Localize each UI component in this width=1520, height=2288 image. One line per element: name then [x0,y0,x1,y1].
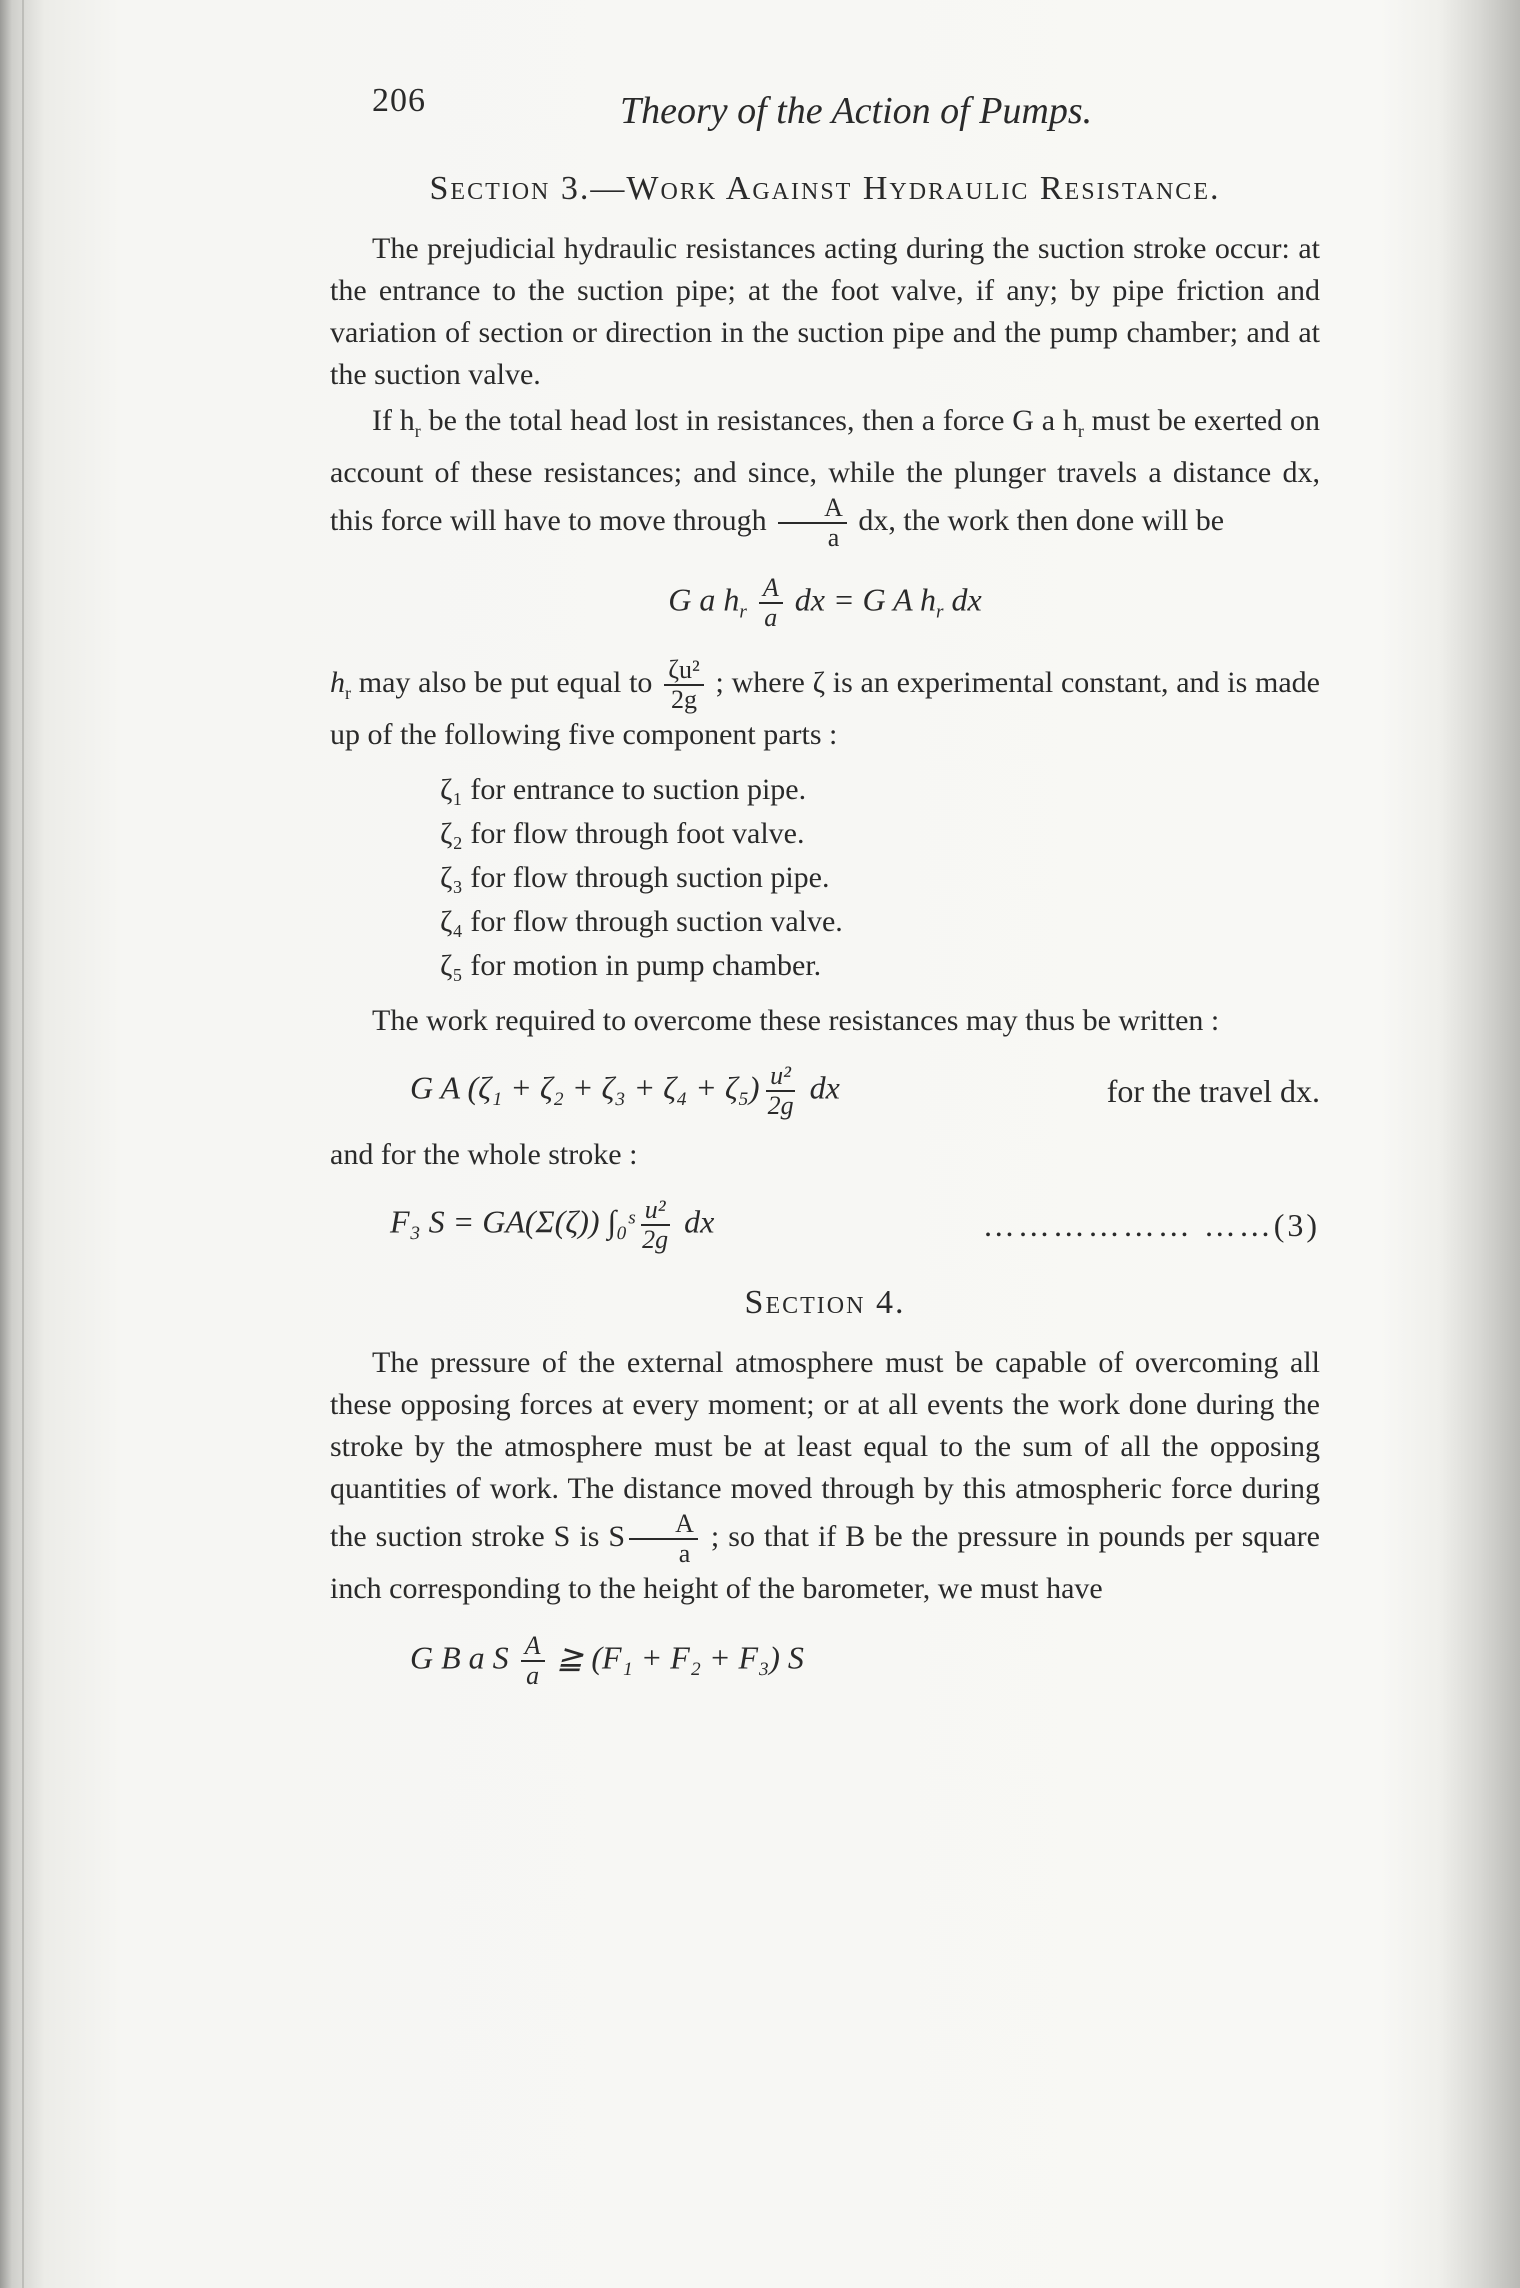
fraction-u2-over-2g: $\frac{\text{u²}}{2g}$ [767,1060,794,1120]
equation-3: F₃ S = GA(Σ(ζ)) ∫₀ˢ $\frac{\text{u²}}{2g}$ dx ……………… ……(3) [390,1194,1320,1254]
resistance-coefficient-list [440,768,1320,988]
equation-note: for the travel dx. [1106,1072,1320,1109]
section-3-paragraph-5: and for the whole stroke : [330,1137,638,1171]
fraction-A-over-a: $\frac{A}{a}$ [778,494,847,552]
fraction-A-over-a: $\frac{A}{a}$ [759,574,783,632]
coefficient-item: ζ₂ for flow through foot valve. [440,816,805,850]
coefficient-item: ζ₁ for entrance to suction pipe. [440,772,807,806]
fraction-A-over-a: $\frac{A}{a}$ [629,1510,698,1568]
running-title: Theory of the Action of Pumps. [620,90,1093,132]
binding-gutter [22,0,24,2288]
fraction-u2-over-2g: $\frac{\text{u²}}{2g}$ [642,1194,669,1254]
equation-work-resistance: G a $h_r$ $\frac{A}{a}$ dx = G A $h_r$ dx [668,573,982,632]
page-header [330,70,1320,140]
section-3-heading: Section 3.—Work Against Hydraulic Resistance. [429,170,1221,207]
section-4-heading: Section 4. [744,1283,906,1321]
coefficient-item: ζ₃ for flow through suction pipe. [440,860,830,894]
page-number: 206 [372,82,426,119]
page-content [330,70,1320,1712]
coefficient-item: ζ₄ for flow through suction valve. [440,904,843,938]
fraction-zeta-u2-over-2g: $\frac{\text{ζu²}}{2g}$ [664,656,704,714]
section-3-paragraph-4: The work required to overcome these resistances may thus be written : [372,1003,1220,1037]
section-3-paragraph-2: If $h_r$ be the total head lost in resistances, then a force G a $h_r$ must be exerted on account of these resistances; and since, while the plunger travels a distance dx, this force will have to move through $\frac{A}{a}$ dx, the work then done will be [330,404,1321,552]
section-4-paragraph-1: The pressure of the external atmosphere must be capable of overcoming all these opposing forces at every moment; or at all events the work done during the stroke by the atmosphere must be at least equal to the sum of all the opposing quantities of work. The distance moved through by this atmospheric force during the suction stroke S is S $\frac{A}{a}$ ; so that if B be the pressure in pounds per square inch corresponding to the height of the barometer, we must have [330,1345,1320,1605]
equation-resistance-sum: G A (ζ₁ + ζ₂ + ζ₃ + ζ₄ + ζ₅) $\frac{\text{u²}}{2g}$ dx for the travel dx. [410,1060,1320,1120]
section-3-paragraph-1: The prejudicial hydraulic resistances acting during the suction stroke occur: at the entrance to the suction pipe; at the foot valve, if any; by pipe friction and variation of section or direction in the suction pipe and the pump chamber; and at the suction valve. [330,232,1320,391]
equation-number: ……………… ……(3) [982,1206,1320,1243]
coefficient-item: ζ₅ for motion in pump chamber. [440,948,822,982]
equation-atmospheric-condition: G B a S $\frac{A}{a}$ ≧ (F₁ + F₂ + F₃) S [410,1630,804,1690]
section-3-paragraph-3: $h_r$ may also be put equal to $\frac{\text{ζu²}}{2g}$ ; where ζ is an experimental constant, and is made up of the following five component parts : [330,654,1320,751]
fraction-A-over-a: $\frac{A}{a}$ [521,1632,545,1690]
